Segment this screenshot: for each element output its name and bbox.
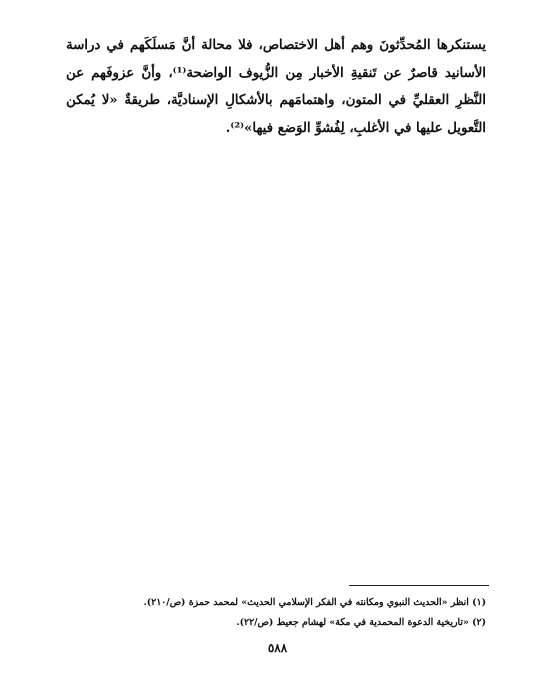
page-number: ٥٨٨	[267, 641, 288, 655]
main-paragraph: يستنكرها المُحدِّثونَ وهم أهل الاختصاص، فلا محالة أنَّ مَسلَكَهم في دراسة الأسانيد قاصرٌ عن تَنقيةِ الأخبار مِن الزُّيوف الواضحة⁽¹⁾، وأنَّ عزوفَهم عن النَّظرِ العقليِّ في المتون، واهتمامَهم بالأشكالِ الإسناديَّة، طريقةٌ «لا يُمكن التَّعويل عليها في الأغلبِ، لِفُشوِّ الوَضع فيها»⁽²⁾.	[66, 38, 486, 136]
footnote-separator	[349, 585, 489, 586]
footnotes	[66, 593, 486, 633]
footnote-2: (٢) «تاريخية الدعوة المحمدية في مكة» لهشام جعيط (ص/٢٢).	[236, 617, 486, 628]
footnote-1: (١) انظر «الحديث النبوي ومكانته في الفكر الإسلامي الحديث» لمحمد حمزة (ص/٢١٠).	[143, 597, 486, 608]
